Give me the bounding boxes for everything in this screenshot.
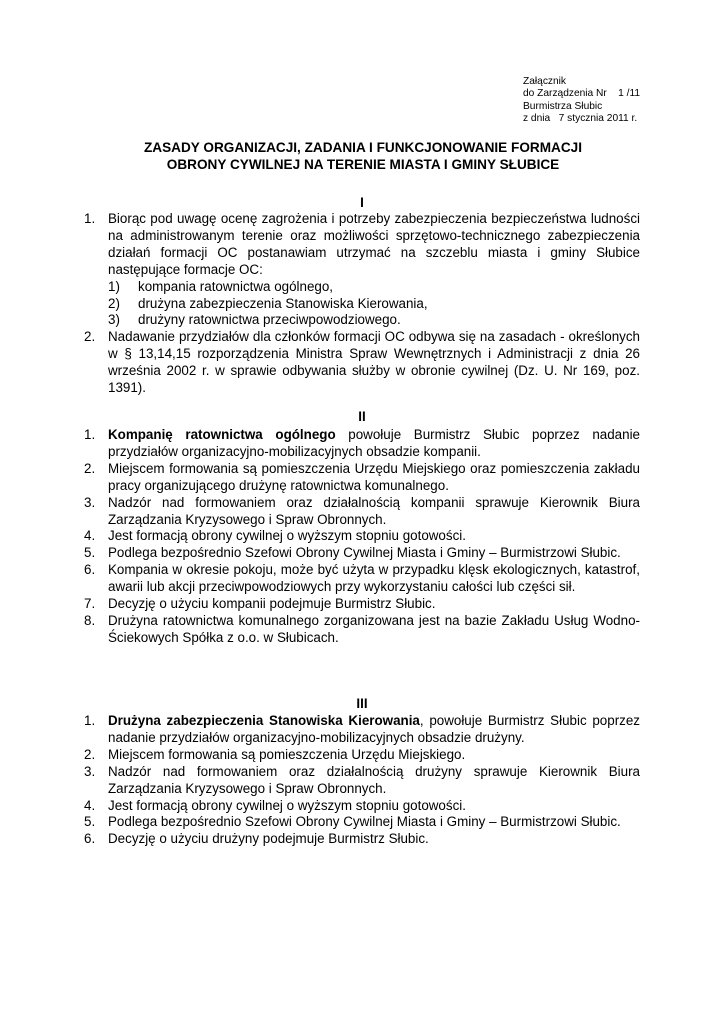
item-text: Drużyna ratownictwa komunalnego zorganizowana jest na bazie Zakładu Usług Wodno-Ściekowych Spółka z o.o. w Słubicach. xyxy=(108,612,640,645)
section-3-list xyxy=(84,713,640,848)
item-number: 3. xyxy=(84,763,96,779)
list-item xyxy=(84,495,640,529)
list-item xyxy=(84,596,640,613)
sub-item-number: 2) xyxy=(108,295,120,311)
item-text: Decyzję o użyciu drużyny podejmuje Burmistrz Słubic. xyxy=(108,831,429,847)
item-number: 4. xyxy=(84,797,96,813)
item-number: 6. xyxy=(84,562,96,578)
list-item xyxy=(84,461,640,495)
list-item xyxy=(84,747,640,764)
sub-list-item xyxy=(84,296,640,313)
regulation-date: z dnia 7 stycznia 2011 r. xyxy=(523,113,638,125)
issuer: Burmistrza Słubic xyxy=(523,100,603,112)
list-item xyxy=(84,562,640,596)
section-2-list xyxy=(84,427,640,647)
item-text: Kompania w okresie pokoju, może być użyta w przypadku klęsk ekologicznych, katastrof, awarii lub akcji przeciwpowodziowych przy wykorzystaniu całości lub części sił. xyxy=(108,562,640,595)
list-item xyxy=(84,814,640,831)
sub-item-text: drużyna zabezpieczenia Stanowiska Kierowania, xyxy=(138,295,428,311)
attachment-note xyxy=(523,76,640,126)
item-number: 1. xyxy=(84,713,96,728)
list-item xyxy=(84,211,640,279)
section-1-heading: I xyxy=(360,195,364,210)
title-line-1: ZASADY ORGANIZACJI, ZADANIA I FUNKCJONOWANIE FORMACJI xyxy=(143,140,583,155)
item-number: 5. xyxy=(84,545,96,561)
item-text: Jest formacją obrony cywilnej o wyższym stopniu gotowości. xyxy=(108,797,466,813)
item-number: 4. xyxy=(84,528,96,544)
attachment-label: Załącznik xyxy=(523,76,567,87)
document-title xyxy=(60,139,666,173)
sub-list-item xyxy=(84,279,640,296)
item-text: Podlega bezpośrednio Szefowi Obrony Cywilnej Miasta i Gminy – Burmistrzowi Słubic. xyxy=(108,814,621,830)
list-item xyxy=(84,545,640,562)
title-line-2: OBRONY CYWILNEJ NA TERENIE MIASTA I GMINY SŁUBICE xyxy=(166,157,560,172)
regulation-number: do Zarządzenia Nr 1 /11 xyxy=(523,88,641,100)
section-3-heading: III xyxy=(356,696,368,711)
item-text: Biorąc pod uwagę ocenę zagrożenia i potrzeby zabezpieczenia bezpieczeństwa ludności na administrowanym terenie oraz możliwości sprzętowo-technicznego zabezpieczenia działań formacji OC postanawiam utrzymać na szczeblu miasta i gminy Słubice następujące formacje OC: xyxy=(108,211,640,277)
item-text: Miejscem formowania są pomieszczenia Urzędu Miejskiego oraz pomieszczenia zakładu pracy organizującego drużynę ratownictwa komunalnego. xyxy=(108,460,640,493)
section-1-list xyxy=(84,211,640,397)
item-text: Nadawanie przydziałów dla członków formacji OC odbywa się na zasadach - określonych w § 13,14,15 rozporządzenia Ministra Spraw Wewnętrznych i Administracji z dnia 26 września 2002 r. w sprawie odbywania służby w obronie cywilnej (Dz. U. Nr 169, poz. 1391). xyxy=(108,329,640,396)
item-number: 8. xyxy=(84,612,96,628)
list-item xyxy=(84,329,640,397)
item-bold-text: Kompanię ratownictwa ogólnego xyxy=(108,427,336,442)
list-item xyxy=(84,528,640,545)
item-number: 2. xyxy=(84,460,96,476)
item-text: Decyzję o użyciu kompanii podejmuje Burmistrz Słubic. xyxy=(108,596,436,612)
item-text: , powołuje Burmistrz Słubic poprzez nadanie przydziałów organizacyjno-mobilizacyjnych obsadzie drużyny. xyxy=(108,713,640,745)
item-text: Miejscem formowania są pomieszczenia Urzędu Miejskiego. xyxy=(108,746,466,762)
item-text: Jest formacją obrony cywilnej o wyższym stopniu gotowości. xyxy=(108,528,466,544)
item-number: 3. xyxy=(84,494,96,510)
item-bold-text: Drużyna zabezpieczenia Stanowiska Kierowania xyxy=(108,713,420,728)
sub-item-text: kompania ratownictwa ogólnego, xyxy=(138,278,334,294)
item-text: Podlega bezpośrednio Szefowi Obrony Cywilnej Miasta i Gminy – Burmistrzowi Słubic. xyxy=(108,545,621,561)
item-number: 2. xyxy=(84,329,96,345)
list-item xyxy=(84,764,640,798)
list-item xyxy=(84,831,640,848)
item-number: 1. xyxy=(84,427,96,442)
sub-item-text: drużyny ratownictwa przeciwpowodziowego. xyxy=(138,312,401,328)
sub-item-number: 3) xyxy=(108,312,120,328)
item-number: 5. xyxy=(84,814,96,830)
item-text: powołuje Burmistrz Słubic poprzez nadanie przydziałów organizacyjno-mobilizacyjnych obsadzie kompanii. xyxy=(108,427,640,459)
item-number: 2. xyxy=(84,746,96,762)
list-item xyxy=(84,713,640,747)
item-text: Nadzór nad formowaniem oraz działalnością kompanii sprawuje Kierownik Biura Zarządzania Kryzysowego i Spraw Obronnych. xyxy=(108,494,640,527)
item-text: Nadzór nad formowaniem oraz działalnością drużyny sprawuje Kierownik Biura Zarządzania Kryzysowego i Spraw Obronnych. xyxy=(108,763,640,796)
sub-item-number: 1) xyxy=(108,278,120,294)
sub-list-item xyxy=(84,312,640,329)
list-item xyxy=(84,427,640,461)
list-item xyxy=(84,613,640,647)
list-item xyxy=(84,798,640,815)
item-number: 7. xyxy=(84,596,96,612)
item-number: 6. xyxy=(84,831,96,847)
section-2-heading: II xyxy=(358,409,366,424)
item-number: 1. xyxy=(84,211,96,226)
